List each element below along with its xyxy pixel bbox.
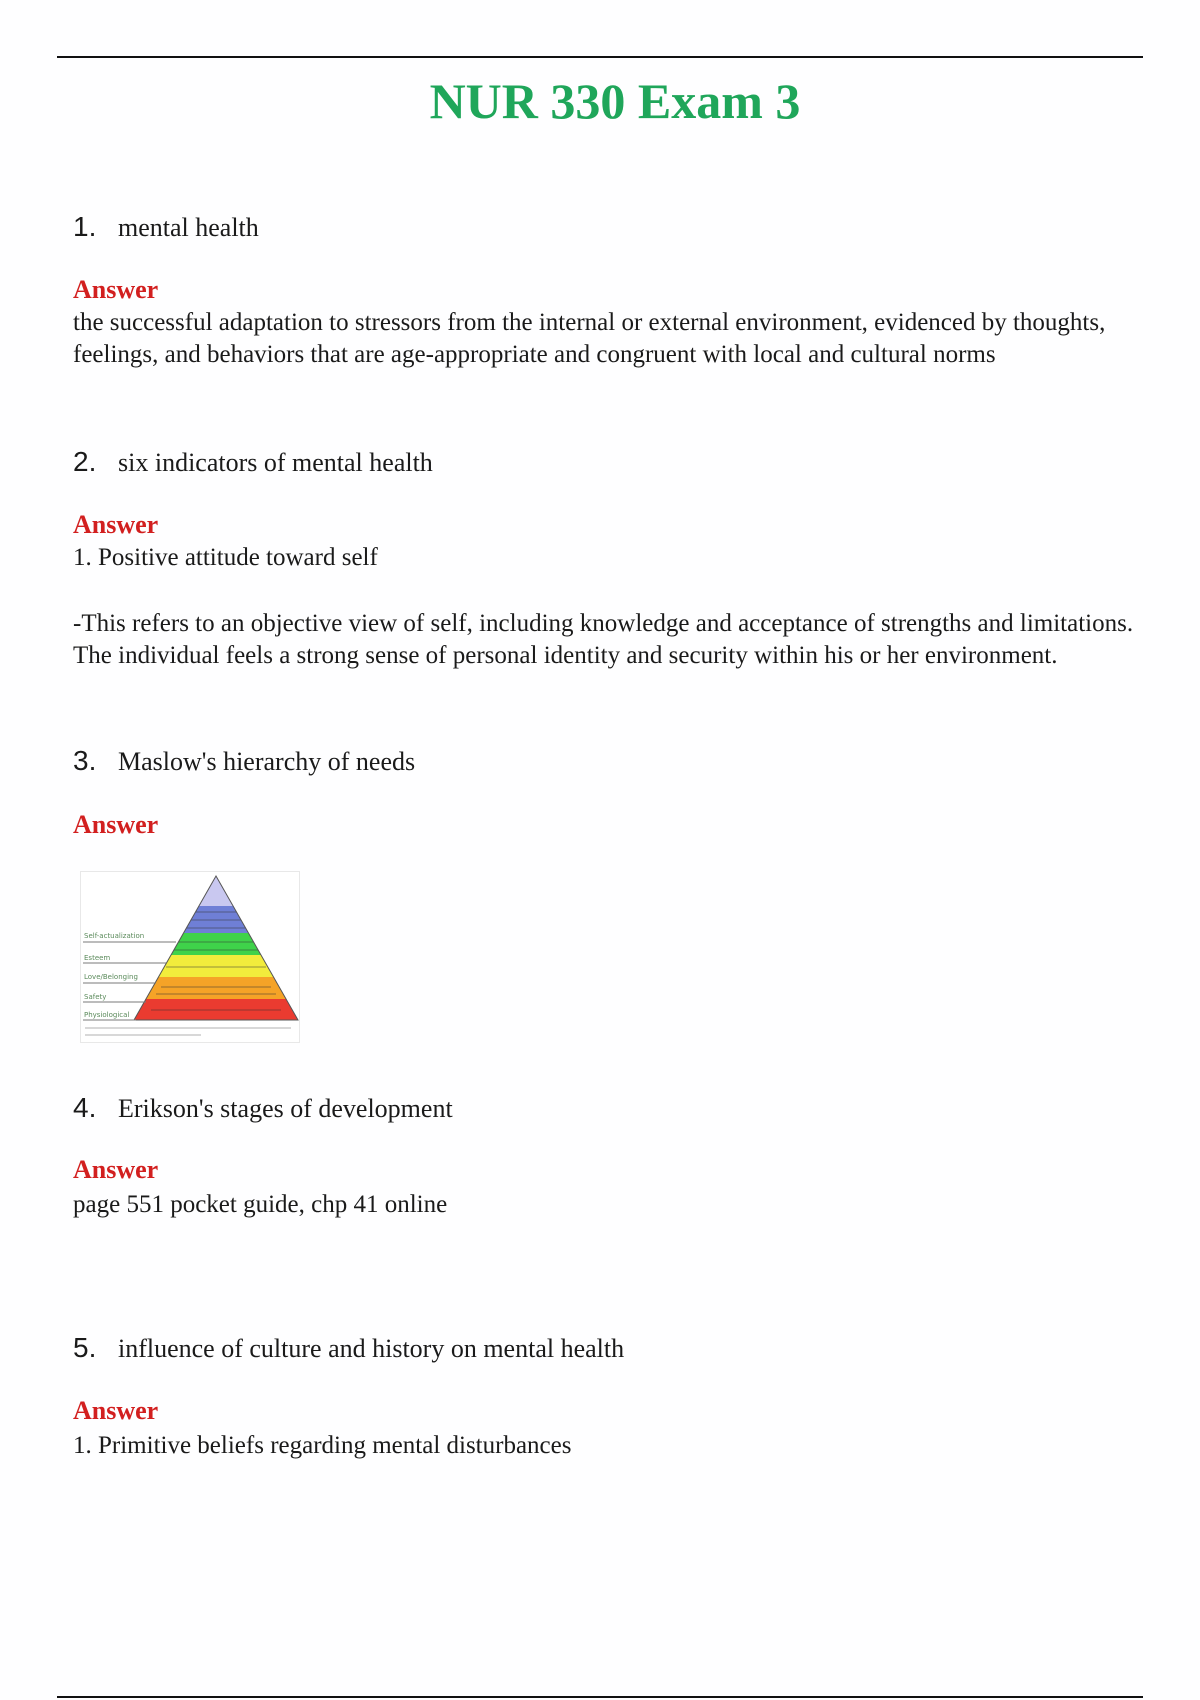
pyramid-label: Love/Belonging [84,973,138,981]
pyramid-label: Esteem [84,954,111,962]
pyramid-label: Self-actualization [84,932,145,940]
answer-label: Answer [73,1396,159,1425]
question-text: Maslow's hierarchy of needs [118,747,416,776]
answer-text: the successful adaptation to stressors from the internal or external environment, evidenced by thoughts, feelings, and behaviors that are age-appropriate and congruent with local and cultural norms [73,309,1106,368]
answer-label: Answer [73,510,159,539]
question-2 [73,445,433,480]
answer-text: -This refers to an objective view of self, including knowledge and acceptance of strengths and limitations. The individual feels a strong sense of personal identity and security within his or her environment. [73,610,1134,669]
question-1 [73,210,259,245]
question-text: Erikson's stages of development [118,1094,453,1123]
question-5 [73,1331,624,1366]
answer-text: 1. Primitive beliefs regarding mental disturbances [73,1432,572,1459]
top-rule [57,56,1143,58]
answer-label: Answer [73,275,159,304]
question-number: 5. [73,1332,97,1363]
question-number: 1. [73,211,97,242]
question-3 [73,744,415,779]
answer-text: page 551 pocket guide, chp 41 online [73,1191,448,1218]
question-number: 3. [73,745,97,776]
question-text: influence of culture and history on mental health [118,1334,625,1363]
page-title: NUR 330 Exam 3 [429,73,801,129]
question-4 [73,1091,453,1126]
answer-text: 1. Positive attitude toward self [73,544,378,571]
pyramid-graphic [81,872,299,1042]
question-text: six indicators of mental health [118,448,433,477]
maslow-pyramid-figure [80,871,300,1043]
answer-label: Answer [73,810,159,839]
question-text: mental health [118,213,259,242]
pyramid-label: Physiological [84,1011,130,1019]
bottom-rule [57,1696,1143,1698]
pyramid-label: Safety [84,993,107,1001]
question-number: 2. [73,446,97,477]
answer-label: Answer [73,1155,159,1184]
question-number: 4. [73,1092,97,1123]
